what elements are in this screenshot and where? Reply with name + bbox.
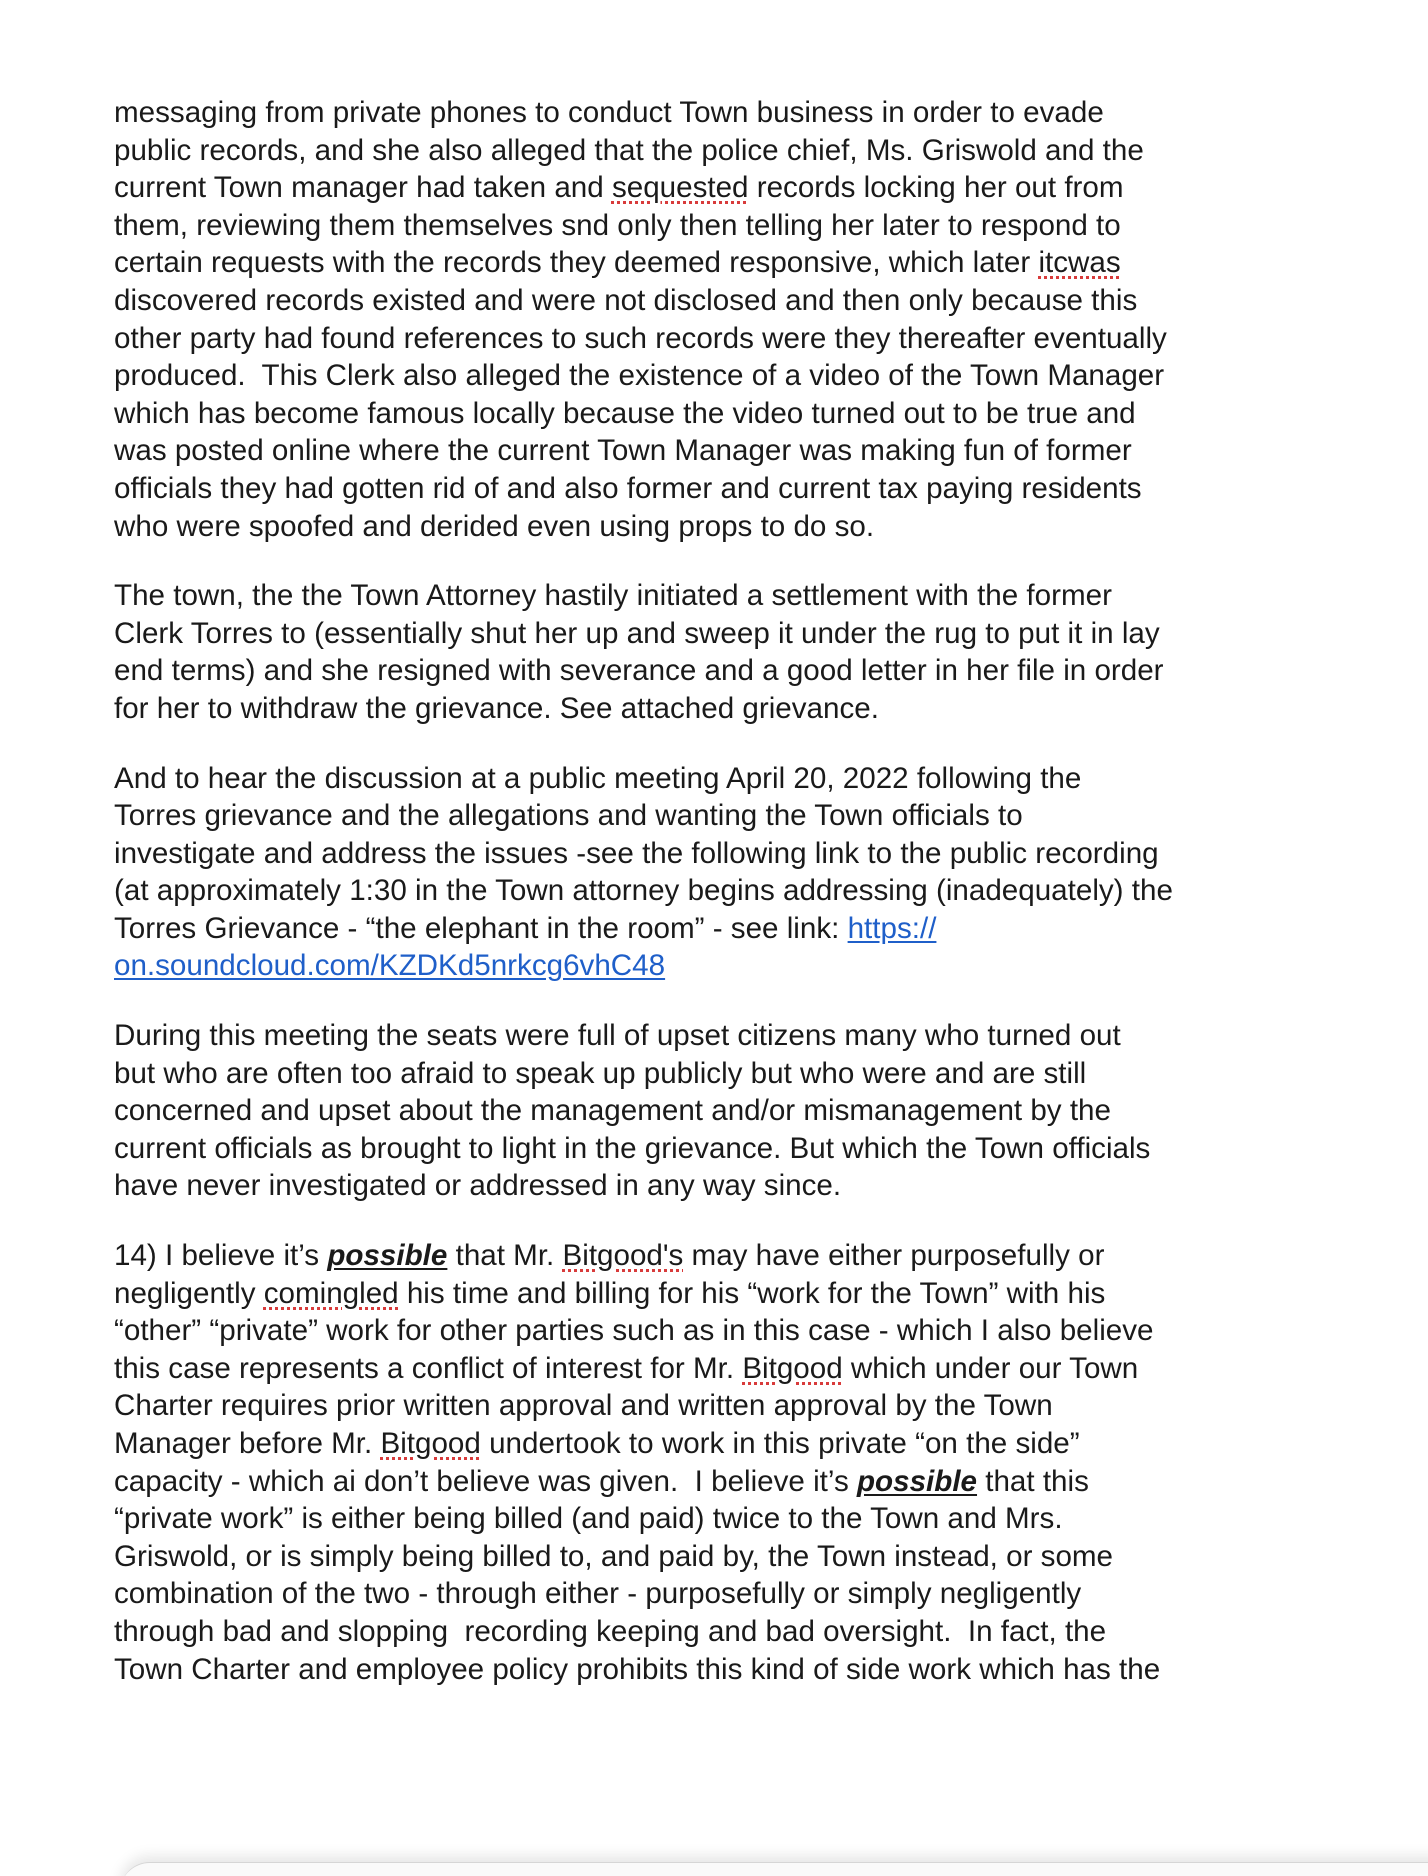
text-line-with-link xyxy=(114,910,1294,948)
text-line: Manager before Mr. Bitgood undertook to work in this private “on the side” xyxy=(114,1427,1080,1460)
text-line: this case represents a conflict of interest for Mr. Bitgood which under our Town xyxy=(114,1351,1139,1385)
document-body xyxy=(114,94,1294,1720)
paragraph-public-meeting xyxy=(114,760,1294,986)
text-line: Clerk Torres to (essentially shut her up and sweep it under the rug to put it in lay xyxy=(114,616,1160,650)
text-line: combination of the two - through either - purposefully or simply negligently xyxy=(114,1577,1082,1611)
spellcheck-flagged-word[interactable]: itcwas xyxy=(1038,246,1121,280)
text-line: but who are often too afraid to speak up publicly but who were and are still xyxy=(114,1056,1087,1090)
soundcloud-link-part2[interactable]: on.soundcloud.com/KZDKd5nrkcg6vhC48 xyxy=(114,949,666,983)
text-line: Charter requires prior written approval and written approval by the Town xyxy=(114,1389,1053,1423)
text-line: Torres grievance and the allegations and wanting the Town officials to xyxy=(114,799,1023,833)
text-line: them, reviewing them themselves snd only then telling her later to respond to xyxy=(114,208,1121,242)
paragraph-meeting-citizens xyxy=(114,1017,1294,1205)
text-line: which has become famous locally because the video turned out to be true and xyxy=(114,396,1136,430)
text-line: investigate and address the issues -see the following link to the public recording xyxy=(114,836,1159,870)
next-page-edge xyxy=(120,1862,1428,1876)
text-line-with-link xyxy=(114,947,1294,985)
text-line: current Town manager had taken and sequested records locking her out from xyxy=(114,171,1124,205)
text-line: During this meeting the seats were full of upset citizens many who turned out xyxy=(114,1019,1121,1053)
text-line: messaging from private phones to conduct Town business in order to evade xyxy=(114,96,1104,129)
paragraph-records-allegations xyxy=(114,94,1294,545)
text-line: through bad and slopping recording keeping and bad oversight. In fact, the xyxy=(114,1614,1107,1648)
text-line: The town, the the Town Attorney hastily initiated a settlement with the former xyxy=(114,579,1112,613)
text-line: And to hear the discussion at a public meeting April 20, 2022 following the xyxy=(114,761,1082,795)
text-line: officials they had gotten rid of and also former and current tax paying residents xyxy=(114,471,1142,505)
text-line: current officials as brought to light in the grievance. But which the Town officials xyxy=(114,1131,1151,1165)
text-line: other party had found references to such records were they thereafter eventually xyxy=(114,321,1167,355)
text-line: public records, and she also alleged that the police chief, Ms. Griswold and the xyxy=(114,133,1144,167)
paragraph-item-14 xyxy=(114,1237,1294,1688)
text-line: 14) I believe it’s possible that Mr. Bitgood's may have either purposefully or xyxy=(114,1239,1105,1273)
spellcheck-flagged-word[interactable]: Bitgood xyxy=(742,1351,843,1385)
text-line: negligently comingled his time and billing for his “work for the Town” with his xyxy=(114,1276,1106,1310)
text-line: for her to withdraw the grievance. See attached grievance. xyxy=(114,691,879,725)
text-line: Griswold, or is simply being billed to, and paid by, the Town instead, or some xyxy=(114,1539,1114,1573)
paragraph-settlement xyxy=(114,577,1294,727)
text-line: Town Charter and employee policy prohibits this kind of side work which has the xyxy=(114,1652,1161,1686)
text-line: who were spoofed and derided even using props to do so. xyxy=(114,509,875,543)
text-line: certain requests with the records they deemed responsive, which later itcwas xyxy=(114,246,1121,280)
soundcloud-link-part1[interactable]: https:// xyxy=(847,911,937,945)
text-line: end terms) and she resigned with severance and a good letter in her file in order xyxy=(114,654,1164,688)
emphasized-word: possible xyxy=(327,1239,448,1273)
text-line: “other” “private” work for other parties such as in this case - which I also believe xyxy=(114,1314,1154,1348)
text-line: was posted online where the current Town Manager was making fun of former xyxy=(114,434,1132,468)
text-line: “private work” is either being billed (and paid) twice to the Town and Mrs. xyxy=(114,1502,1063,1536)
text-segment: Torres Grievance - “the elephant in the room” - see link: xyxy=(114,911,848,945)
text-line: discovered records existed and were not disclosed and then only because this xyxy=(114,283,1138,317)
text-line: have never investigated or addressed in any way since. xyxy=(114,1169,842,1203)
spellcheck-flagged-word[interactable]: sequested xyxy=(611,171,749,205)
spellcheck-flagged-word[interactable]: comingled xyxy=(263,1276,399,1310)
emphasized-word: possible xyxy=(856,1464,978,1498)
spellcheck-flagged-word[interactable]: Bitgood's xyxy=(562,1239,684,1273)
text-line: (at approximately 1:30 in the Town attorney begins addressing (inadequately) the xyxy=(114,874,1173,908)
text-line: capacity - which ai don’t believe was given. I believe it’s possible that this xyxy=(114,1464,1089,1498)
spellcheck-flagged-word[interactable]: Bitgood xyxy=(380,1427,481,1460)
text-line: produced. This Clerk also alleged the existence of a video of the Town Manager xyxy=(114,359,1165,393)
text-line: concerned and upset about the management and/or mismanagement by the xyxy=(114,1094,1111,1128)
